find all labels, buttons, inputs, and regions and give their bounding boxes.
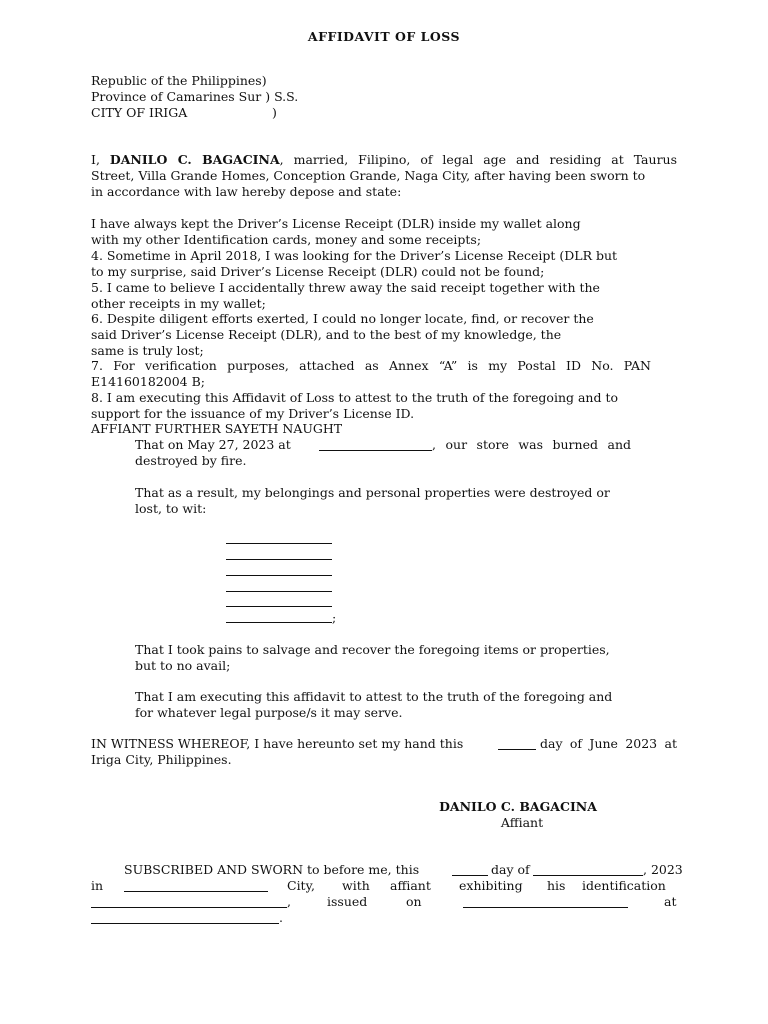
intro-rest: , married, Filipino, of legal age and residing at Taurus [279, 152, 678, 167]
fire-location-blank [319, 450, 432, 451]
jurat-city-blank [124, 891, 268, 892]
jurat-year: , 2023 [643, 862, 683, 877]
jurat-issued: issued [327, 894, 368, 909]
fire-line-1-start: That on May 27, 2023 at [135, 437, 291, 452]
statement-line: other receipts in my wallet; [91, 296, 266, 311]
belongings-line-2: lost, to wit: [135, 501, 207, 516]
statement-line: 5. I came to believe I accidentally threw away the said receipt together with the [91, 280, 600, 295]
jurat-day-blank [452, 875, 488, 876]
intro-prefix: I, [91, 152, 110, 167]
statement-line: to my surprise, said Driver’s License Receipt (DLR) could not be found; [91, 264, 545, 279]
venue-bracket: ) [272, 105, 277, 120]
statement-line: 4. Sometime in April 2018, I was looking for the Driver’s License Receipt (DLR but [91, 248, 618, 263]
jurat-place-blank [91, 923, 279, 924]
venue-line-1: Republic of the Philippines) [91, 73, 267, 88]
venue-city: CITY OF IRIGA [91, 105, 188, 120]
signature-role: Affiant [500, 815, 544, 830]
belongings-blank [226, 591, 332, 592]
statement-line: 6. Despite diligent efforts exerted, I could no longer locate, find, or recover the [91, 311, 594, 326]
intro-line-2: Street, Villa Grande Homes, Conception Grande, Naga City, after having been sworn to [91, 168, 646, 183]
statement-line: said Driver’s License Receipt (DLR), and to the best of my knowledge, the [91, 327, 562, 342]
fire-line-1-end: , our store was burned and [432, 437, 631, 452]
fire-line-2: destroyed by fire. [135, 453, 247, 468]
jurat-exhibiting: exhibiting [459, 878, 523, 893]
purpose-line-1: That I am executing this affidavit to attest to the truth of the foregoing and [135, 689, 613, 704]
affiant-name: DANILO C. BAGACINA [109, 152, 280, 167]
jurat-id-blank [91, 907, 287, 908]
belongings-blank [226, 559, 332, 560]
witness-line-1-start: IN WITNESS WHEREOF, I have hereunto set my hand this [91, 736, 464, 751]
statement-line: support for the issuance of my Driver’s License ID. [91, 406, 415, 421]
statement-line: 7. For verification purposes, attached as Annex “A” is my Postal ID No. PAN [91, 358, 651, 373]
jurat-his: his [547, 878, 566, 893]
jurat-affiant: affiant [390, 878, 431, 893]
statement-line: 8. I am executing this Affidavit of Loss to attest to the truth of the foregoing and to [91, 390, 619, 405]
jurat-in: in [91, 878, 104, 893]
signature-name: DANILO C. BAGACINA [439, 799, 597, 814]
jurat-month-blank [533, 875, 643, 876]
statement-line: with my other Identification cards, money and some receipts; [91, 232, 482, 247]
jurat-identification: identification [582, 878, 666, 893]
intro-line-1 [91, 152, 677, 168]
intro-line-3: in accordance with law hereby depose and state: [91, 184, 402, 199]
salvage-line-1: That I took pains to salvage and recover the foregoing items or properties, [135, 642, 610, 657]
statement-line: same is truly lost; [91, 343, 204, 358]
document-title: AFFIDAVIT OF LOSS [307, 29, 461, 44]
witness-day-blank [498, 749, 536, 750]
jurat-on: on [406, 894, 422, 909]
belongings-list-end: ; [332, 610, 337, 625]
statement-line: I have always kept the Driver’s License Receipt (DLR) inside my wallet along [91, 216, 581, 231]
salvage-line-2: but to no avail; [135, 658, 231, 673]
jurat-line-1-start: SUBSCRIBED AND SWORN to before me, this [124, 862, 420, 877]
witness-line-2: Iriga City, Philippines. [91, 752, 232, 767]
jurat-end: . [279, 910, 283, 925]
jurat-id-comma: , [287, 894, 291, 909]
statement-line: E14160182004 B; [91, 374, 205, 389]
belongings-blank [226, 543, 332, 544]
venue-line-3 [91, 105, 187, 121]
jurat-at: at [664, 894, 677, 909]
purpose-line-2: for whatever legal purpose/s it may serve. [135, 705, 403, 720]
jurat-with: with [342, 878, 370, 893]
further-sayeth-line: AFFIANT FURTHER SAYETH NAUGHT [91, 421, 343, 436]
jurat-date-blank [463, 907, 628, 908]
belongings-blank [226, 606, 332, 607]
belongings-blank [226, 622, 332, 623]
venue-line-2: Province of Camarines Sur ) S.S. [91, 89, 299, 104]
belongings-line-1: That as a result, my belongings and personal properties were destroyed or [135, 485, 610, 500]
jurat-city: City, [287, 878, 315, 893]
jurat-day-of: day of [491, 862, 530, 877]
witness-line-1-end: day of June 2023 at [540, 736, 677, 751]
belongings-blank [226, 575, 332, 576]
